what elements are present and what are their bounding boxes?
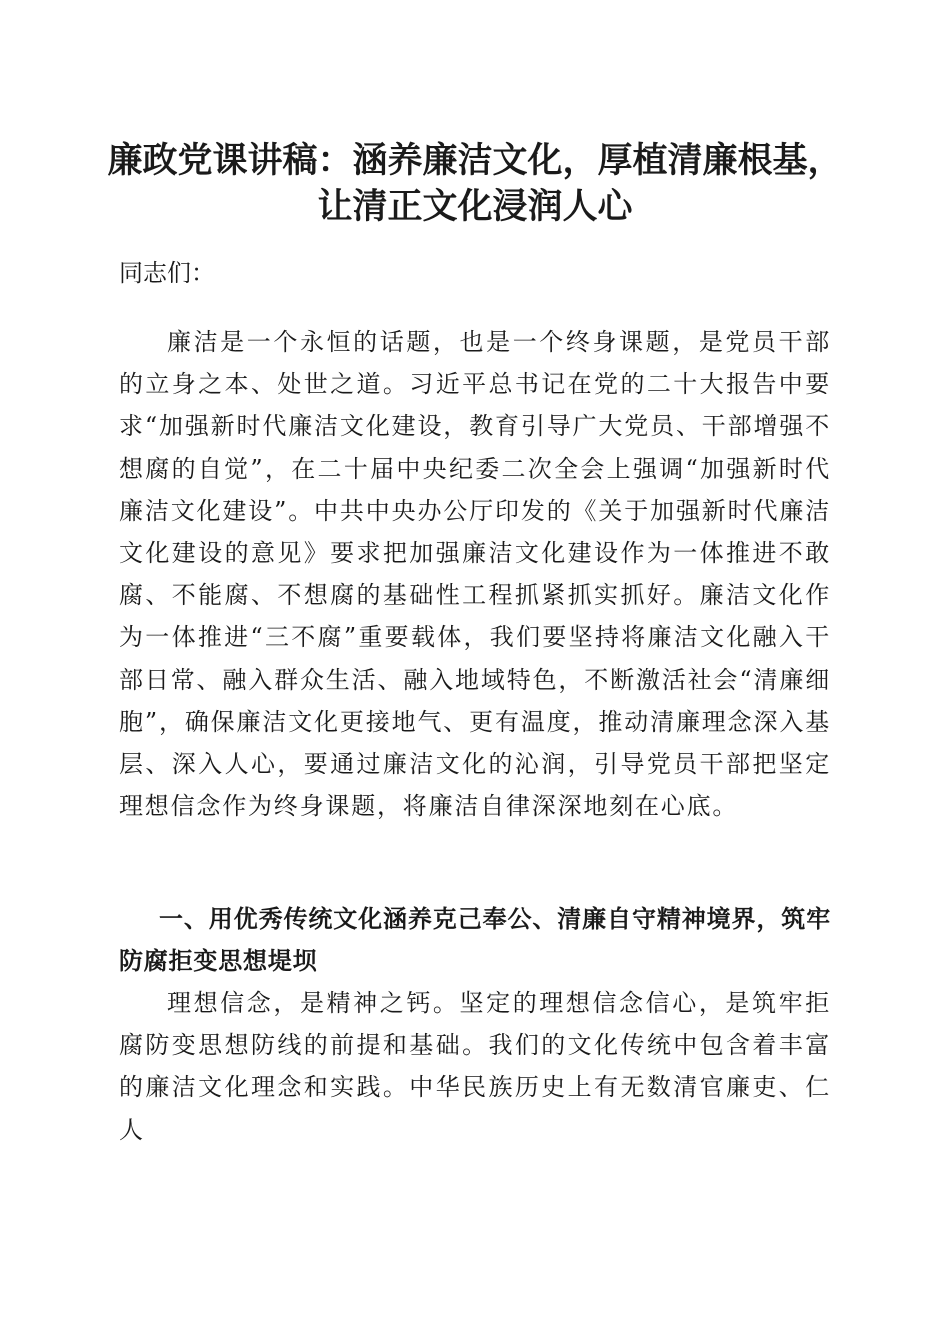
greeting: 同志们： [119, 259, 215, 287]
body-paragraph-2: 理想信念，是精神之钙。坚定的理想信念信心，是筑牢拒腐防变思想防线的前提和基础。我们的文化传统中包含着丰富的廉洁文化理念和实践。中华民族历史上有无数清官廉吏、仁人 [119, 989, 831, 1144]
document-title-line-1: 廉政党课讲稿：涵养廉洁文化，厚植清廉根基， [107, 141, 843, 181]
section-heading-1: 一、用优秀传统文化涵养克己奉公、清廉自守精神境界，筑牢防腐拒变思想堤坝 [119, 905, 831, 975]
body-paragraph-1: 廉洁是一个永恒的话题，也是一个终身课题，是党员干部的立身之本、处世之道。习近平总书记在党的二十大报告中要求“加强新时代廉洁文化建设，教育引导广大党员、干部增强不想腐的自觉”，在二十届中央纪委二次全会上强调“加强新时代廉洁文化建设”。中共中央办公厅印发的《关于加强新时代廉洁文化建设的意见》要求把加强廉洁文化建设作为一体推进不敢腐、不能腐、不想腐的基础性工程抓紧抓实抓好。廉洁文化作为一体推进“三不腐”重要载体，我们要坚持将廉洁文化融入干部日常、融入群众生活、融入地域特色，不断激活社会“清廉细胞”，确保廉洁文化更接地气、更有温度，推动清廉理念深入基层、深入人心，要通过廉洁文化的沁润，引导党员干部把坚定理想信念作为终身课题，将廉洁自律深深地刻在心底。 [119, 328, 831, 821]
document-title-line-2: 让清正文化浸润人心 [317, 187, 633, 227]
